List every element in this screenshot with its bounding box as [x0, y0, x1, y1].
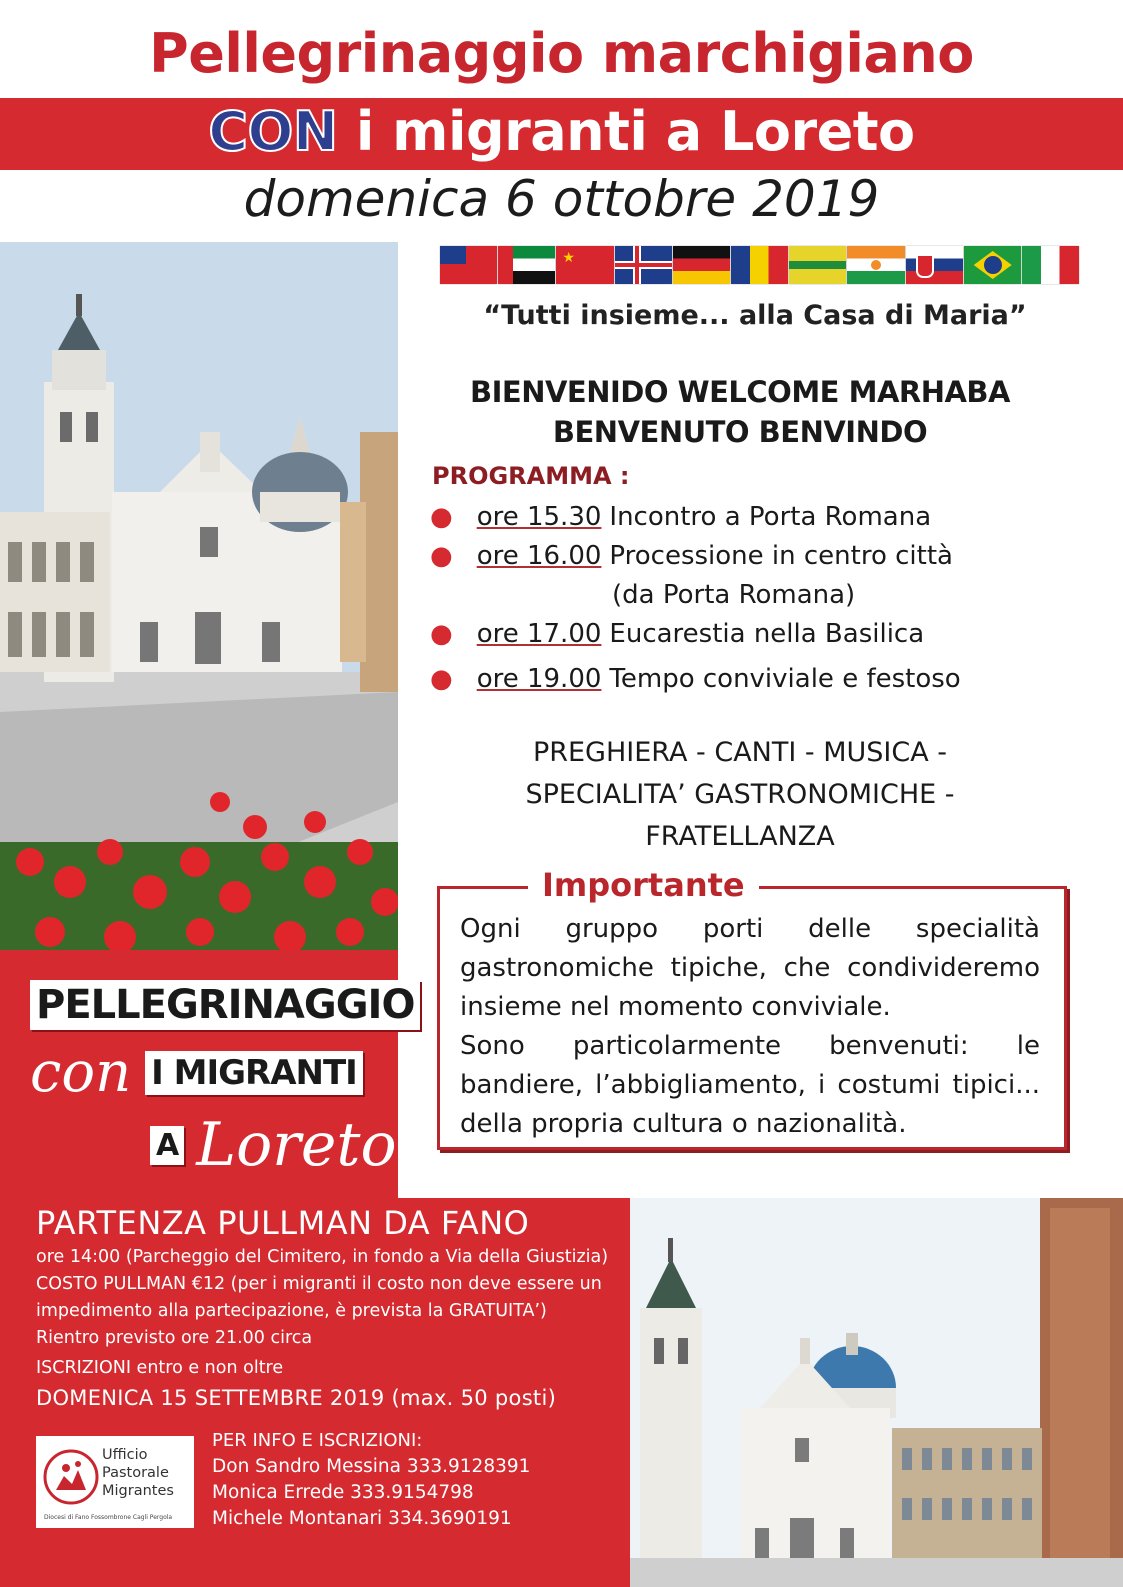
importante-paragraph-2: Sono particolarmente benvenuti: le bandiere, l’abbigliamento, i costumi tipici... della propria cultura o nazionalità.: [460, 1031, 1040, 1139]
logo-word-con: con: [30, 1040, 132, 1105]
pullman-details: [36, 1244, 626, 1352]
ufficio-line-2: Pastorale: [102, 1465, 169, 1481]
programma-text: Processione in centro città: [609, 541, 953, 571]
logo-word-i-migranti: I MIGRANTI: [145, 1051, 363, 1095]
programma-item: [430, 502, 931, 532]
bullet-icon: ●: [430, 541, 453, 571]
contact-3: Michele Montanari 334.3690191: [212, 1508, 512, 1529]
basilica-photo-bottom: [630, 1198, 1123, 1587]
pullman-line-1: ore 14:00 (Parcheggio del Cimitero, in fondo a Via della Giustizia): [36, 1247, 609, 1267]
importante-title: Importante: [528, 866, 759, 904]
ufficio-name: [102, 1446, 174, 1500]
flag-germany: [673, 246, 730, 284]
flag-romania: [731, 246, 788, 284]
activities-list: [440, 732, 1040, 858]
welcome-line-1: BIENVENIDO WELCOME MARHABA: [470, 375, 1010, 409]
pullman-line-3: impedimento alla partecipazione, è prevista la GRATUITA’): [36, 1301, 547, 1321]
programma-text: Tempo conviviale e festoso: [609, 664, 961, 694]
welcome-line-2: BENVENUTO BENVINDO: [552, 415, 928, 449]
basilica-illustration: [0, 242, 398, 954]
flag-niger: [847, 246, 904, 284]
programma-item: [430, 664, 961, 694]
programma-time: ore 17.00: [476, 619, 602, 649]
flags-strip: [440, 246, 1080, 286]
activities-line-1: PREGHIERA - CANTI - MUSICA -: [532, 737, 948, 768]
ufficio-line-1: Ufficio: [102, 1447, 148, 1463]
title-con-word: CON: [208, 100, 338, 163]
title-line-1: Pellegrinaggio marchigiano: [149, 22, 974, 85]
programma-item: [430, 619, 924, 649]
flag-uae: [498, 246, 555, 284]
flag-1: [440, 246, 497, 284]
flag-3: [789, 246, 846, 284]
basilica-illustration-bottom: [630, 1198, 1123, 1587]
iscrizioni-label: ISCRIZIONI entro e non oltre: [36, 1358, 284, 1378]
info-heading: PER INFO E ISCRIZIONI:: [212, 1430, 423, 1451]
basilica-photo: [0, 242, 398, 954]
flag-slovakia: [906, 246, 963, 284]
pullman-line-4: Rientro previsto ore 21.00 circa: [36, 1328, 313, 1348]
flag-china: ★: [556, 246, 613, 284]
programma-item: [430, 541, 953, 571]
title-line-2: [0, 100, 1123, 163]
logo-word-a: A: [150, 1126, 184, 1165]
migrantes-emblem-icon: [42, 1446, 100, 1508]
programma-text: Eucarestia nella Basilica: [609, 619, 925, 649]
logo-row-1: [30, 980, 422, 1030]
importante-paragraph-1: Ogni gruppo porti delle specialità gastronomiche tipiche, che condivideremo insieme nel momento conviviale.: [460, 914, 1040, 1022]
bullet-icon: ●: [430, 502, 453, 532]
bullet-icon: ●: [430, 619, 453, 649]
flag-nordic-cross: [615, 246, 672, 284]
programma-text: Incontro a Porta Romana: [609, 502, 932, 532]
programma-time: ore 15.30: [476, 502, 602, 532]
iscrizioni-deadline: DOMENICA 15 SETTEMBRE 2019 (max. 50 posti): [36, 1386, 557, 1410]
logo-word-loreto: Loreto: [196, 1110, 397, 1180]
motto-quote: “Tutti insieme... alla Casa di Maria”: [483, 300, 1027, 331]
programma-time: ore 19.00: [476, 664, 602, 694]
contact-2: Monica Errede 333.9154798: [212, 1482, 474, 1503]
activities-line-3: FRATELLANZA: [645, 821, 835, 852]
pullman-line-2: COSTO PULLMAN €12 (per i migranti il costo non deve essere un: [36, 1274, 602, 1294]
importante-text: [460, 910, 1040, 1144]
ufficio-diocese: Diocesi di Fano Fossombrone Cagli Pergola: [44, 1514, 173, 1521]
logo-word-pellegrinaggio: PELLEGRINAGGIO: [30, 980, 420, 1030]
flag-italy: [1022, 246, 1079, 284]
logo-row-2: [30, 1040, 365, 1105]
welcome-block: [440, 372, 1040, 452]
bullet-icon: ●: [430, 664, 453, 694]
pullman-heading: PARTENZA PULLMAN DA FANO: [36, 1204, 530, 1242]
logo-row-3: [150, 1110, 397, 1180]
programma-title: PROGRAMMA :: [432, 462, 630, 490]
contact-1: Don Sandro Messina 333.9128391: [212, 1456, 531, 1477]
title-line-2-rest: i migranti a Loreto: [337, 100, 915, 163]
event-date: domenica 6 ottobre 2019: [243, 170, 880, 228]
activities-line-2: SPECIALITA’ GASTRONOMICHE -: [525, 779, 955, 810]
programma-time: ore 16.00: [476, 541, 602, 571]
ufficio-line-3: Migrantes: [102, 1483, 174, 1499]
flag-brazil: [964, 246, 1021, 284]
programma-item-sub: (da Porta Romana): [612, 580, 856, 610]
